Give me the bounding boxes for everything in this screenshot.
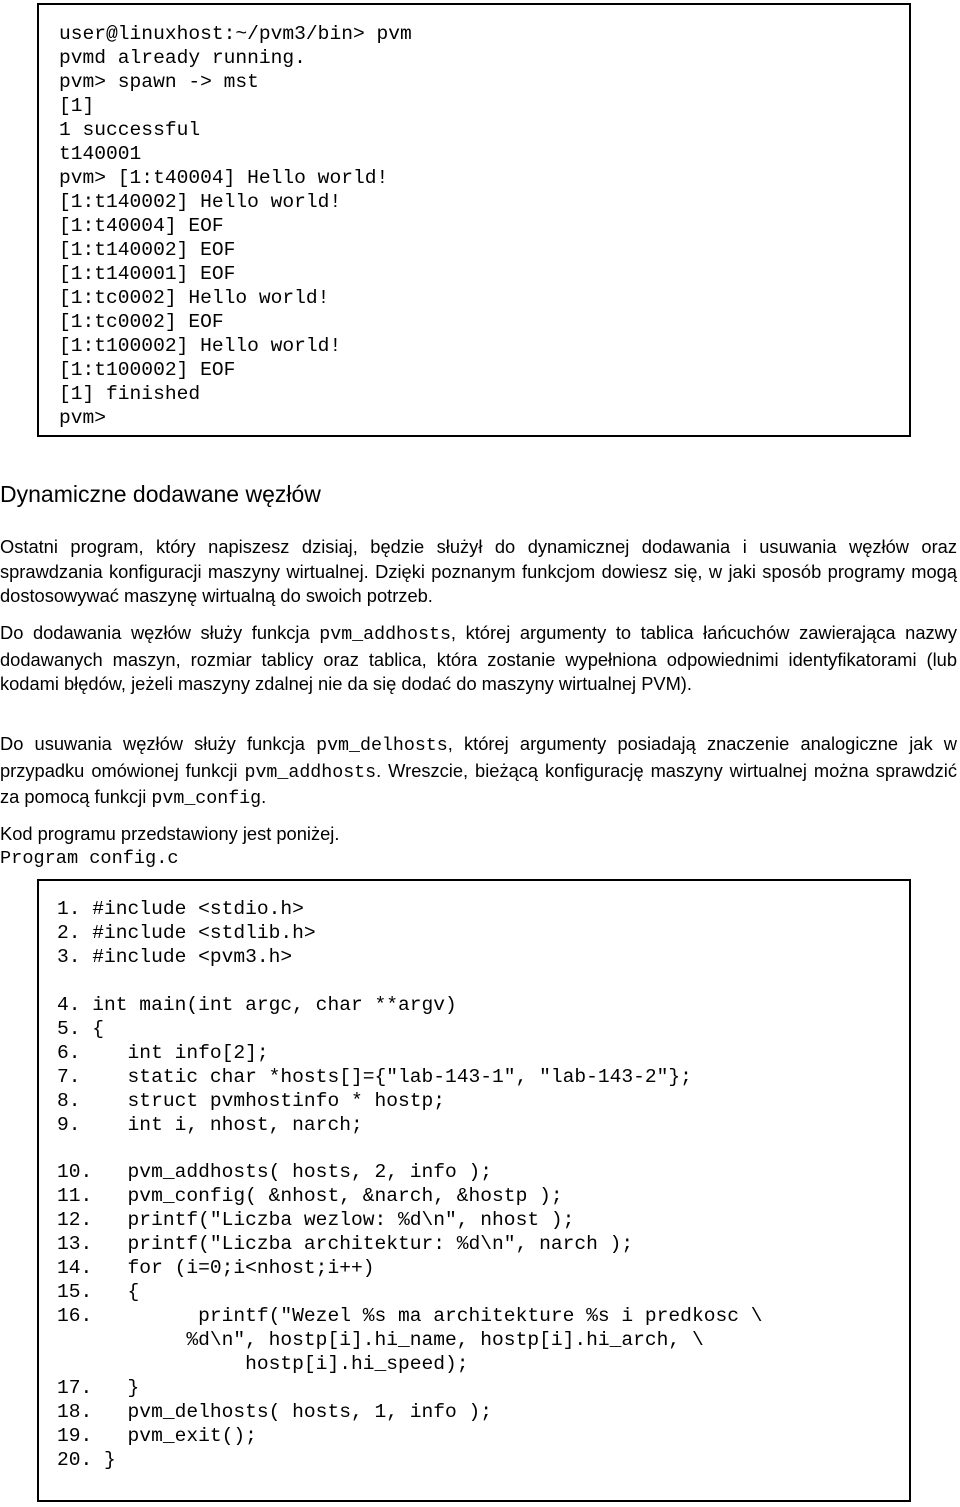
terminal-line: [1:t40004] EOF: [59, 215, 224, 237]
terminal-line: user@linuxhost:~/pvm3/bin> pvm: [59, 23, 412, 45]
code-line: 17. }: [57, 1377, 140, 1399]
code-line: 7. static char *hosts[]={"lab-143-1", "lab-143-2"};: [57, 1066, 692, 1088]
program-caption: Program config.c: [0, 848, 179, 869]
paragraph-text: .: [261, 786, 267, 807]
code-line: 14. for (i=0;i<nhost;i++): [57, 1257, 375, 1279]
code-line: 9. int i, nhost, narch;: [57, 1114, 363, 1136]
code-line: 6. int info[2];: [57, 1042, 269, 1064]
code-line: %d\n", hostp[i].hi_name, hostp[i].hi_arch, \: [57, 1329, 704, 1351]
terminal-line: [1:t140002] Hello world!: [59, 191, 342, 213]
terminal-line: [1:tc0002] EOF: [59, 311, 224, 333]
paragraph-text: , której argumenty to tablica łańcuchów zawierająca nazwy dodawanych maszyn, rozmiar tablicy oraz tablica, która zostanie wypełniona odpowiednimi identyfikatorami (lub kodami błędów, jeżeli maszyny zdalnej nie da się dodać do maszyny wirtualnej PVM).: [0, 622, 958, 694]
paragraph-delhosts: [0, 732, 957, 812]
code-line: 3. #include <pvm3.h>: [57, 946, 293, 968]
terminal-line: [1] finished: [59, 383, 201, 405]
terminal-line: 1 successful: [59, 119, 201, 141]
paragraph-text: Do dodawania węzłów służy funkcja: [0, 622, 320, 643]
paragraph-code-intro: Kod programu przedstawiony jest poniżej.: [0, 823, 340, 844]
inline-code: pvm_addhosts: [244, 762, 377, 783]
inline-code: pvm_delhosts: [316, 736, 448, 756]
code-line: 1. #include <stdio.h>: [57, 898, 304, 920]
code-line: hostp[i].hi_speed);: [57, 1353, 469, 1375]
code-line: 15. {: [57, 1281, 140, 1303]
terminal-line: [1:tc0002] Hello world!: [59, 287, 330, 309]
terminal-line: pvmd already running.: [59, 47, 306, 69]
terminal-line: [1:t140002] EOF: [59, 239, 236, 261]
code-line: 12. printf("Liczba wezlow: %d\n", nhost );: [57, 1209, 575, 1231]
terminal-output-box: [37, 3, 911, 437]
section-heading: Dynamiczne dodawane węzłów: [0, 481, 321, 507]
code-line: 4. int main(int argc, char **argv): [57, 994, 457, 1016]
terminal-line: [1:t140001] EOF: [59, 263, 236, 285]
paragraph-intro: Ostatni program, który napiszesz dzisiaj, będzie służył do dynamicznej dodawania i usuwania węzłów oraz sprawdzania konfiguracji maszyny wirtualnej. Dzięki poznanym funkcjom dowiesz się, w jaki sposób programy mogą dostosowywać maszynę wirtualną do swoich potrzeb.: [0, 536, 957, 606]
paragraph-addhosts: [0, 621, 957, 697]
terminal-line: [1:t100002] EOF: [59, 359, 236, 381]
paragraph-text: . Wreszcie, bieżącą konfigurację maszyny wirtualnej można sprawdzić za pomocą funkcji: [0, 759, 957, 807]
code-line: 10. pvm_addhosts( hosts, 2, info );: [57, 1161, 493, 1183]
code-line: 20. }: [57, 1449, 116, 1471]
terminal-line: pvm> [1:t40004] Hello world!: [59, 167, 389, 189]
code-listing-box: [37, 879, 911, 1502]
code-line: 8. struct pvmhostinfo * hostp;: [57, 1090, 446, 1112]
inline-code: pvm_addhosts: [319, 625, 451, 645]
terminal-line: [1:t100002] Hello world!: [59, 335, 342, 357]
terminal-line: [1]: [59, 95, 95, 117]
paragraph-text: , której argumenty posiadają znaczenie analogiczne jak w przypadku omówionej funkcji: [0, 733, 957, 781]
code-line: 19. pvm_exit();: [57, 1425, 257, 1447]
terminal-line: pvm>: [59, 407, 107, 429]
code-line: 5. {: [57, 1018, 105, 1040]
terminal-line: pvm> spawn -> mst: [59, 71, 259, 93]
paragraph-text: Do usuwania węzłów służy funkcja: [0, 733, 317, 754]
code-line: 2. #include <stdlib.h>: [57, 922, 316, 944]
inline-code: pvm_config: [151, 789, 262, 809]
code-line: 18. pvm_delhosts( hosts, 1, info );: [57, 1401, 493, 1423]
terminal-line: t140001: [59, 143, 142, 165]
code-line: 11. pvm_config( &nhost, &narch, &hostp );: [57, 1185, 563, 1207]
code-line: 16. printf("Wezel %s ma architekture %s i predkosc \: [57, 1305, 763, 1327]
code-line: 13. printf("Liczba architektur: %d\n", narch );: [57, 1233, 634, 1255]
